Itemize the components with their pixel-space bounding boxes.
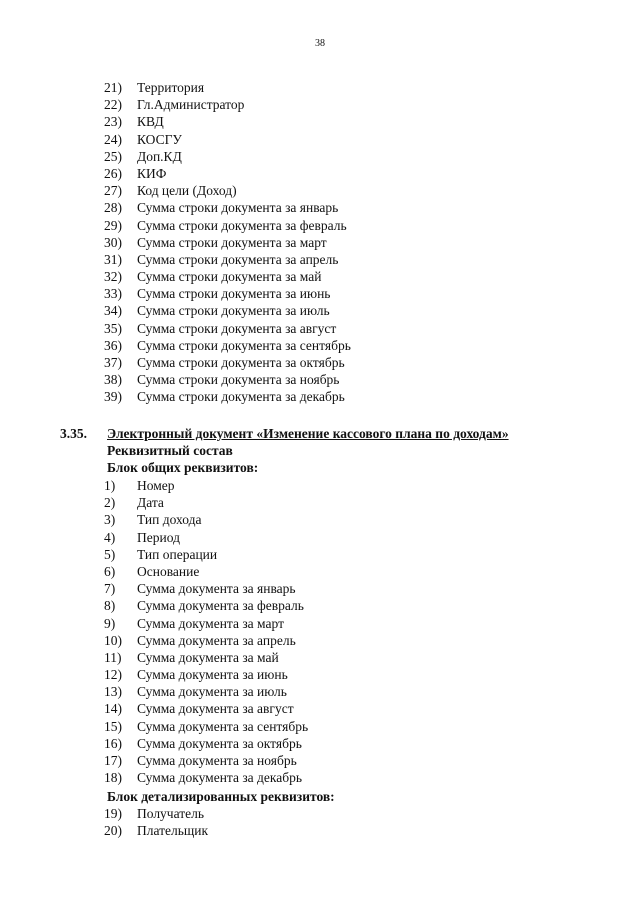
list-item-number: 36) bbox=[104, 337, 122, 353]
list-item-number: 30) bbox=[104, 234, 122, 250]
list-item bbox=[104, 234, 351, 251]
section-number: 3.35. bbox=[60, 426, 87, 441]
list-item-text: Сумма строки документа за март bbox=[137, 234, 327, 250]
page-number: 38 bbox=[315, 38, 325, 49]
list-item-text: Территория bbox=[137, 80, 205, 95]
list-item bbox=[104, 477, 308, 494]
list-item-number: 28) bbox=[104, 200, 122, 216]
detail-requisites-list bbox=[104, 805, 208, 839]
list-item bbox=[104, 494, 308, 511]
list-item-number: 20) bbox=[104, 823, 122, 839]
list-item bbox=[104, 735, 308, 752]
list-item bbox=[104, 320, 351, 337]
list-item-text: КИФ bbox=[137, 165, 167, 181]
list-item-text: Сумма строки документа за сентябрь bbox=[137, 337, 351, 353]
list-item-text: Сумма строки документа за июль bbox=[137, 303, 330, 319]
list-item-text: Доп.КД bbox=[137, 148, 182, 164]
list-item-number: 11) bbox=[104, 649, 122, 665]
list-item bbox=[104, 113, 351, 130]
list-item-number: 4) bbox=[104, 529, 116, 545]
list-item-text: Сумма строки документа за январь bbox=[137, 200, 339, 216]
list-item bbox=[104, 822, 208, 839]
list-item-text: Сумма документа за апрель bbox=[137, 632, 296, 648]
list-item-text: Получатель bbox=[137, 806, 205, 821]
list-item-text: Сумма документа за октябрь bbox=[137, 735, 302, 751]
list-item-text: КОСГУ bbox=[137, 131, 182, 147]
list-item bbox=[104, 337, 351, 354]
list-item bbox=[104, 182, 351, 199]
list-item-text: Плательщик bbox=[137, 823, 209, 839]
list-item-number: 37) bbox=[104, 355, 122, 370]
list-item-number: 17) bbox=[104, 753, 122, 768]
list-item bbox=[104, 199, 351, 216]
list-item bbox=[104, 563, 308, 580]
list-item-text: Сумма документа за январь bbox=[137, 581, 296, 597]
list-item-number: 27) bbox=[104, 183, 122, 199]
list-item-text: Дата bbox=[137, 495, 164, 511]
list-item bbox=[104, 683, 308, 700]
list-item bbox=[104, 371, 351, 388]
list-item-number: 31) bbox=[104, 251, 122, 267]
list-item-number: 39) bbox=[104, 389, 122, 405]
list-item bbox=[104, 302, 351, 319]
list-item-number: 18) bbox=[104, 770, 122, 786]
list-item-number: 21) bbox=[104, 80, 122, 95]
list-item-number: 15) bbox=[104, 718, 122, 734]
list-item-text: Гл.Администратор bbox=[137, 97, 245, 113]
list-item-number: 32) bbox=[104, 269, 122, 285]
list-item-number: 25) bbox=[104, 148, 122, 164]
list-item-text: Период bbox=[137, 529, 180, 545]
list-item-number: 26) bbox=[104, 165, 122, 181]
list-item bbox=[104, 718, 308, 735]
list-item bbox=[104, 546, 308, 563]
list-item-number: 9) bbox=[104, 615, 116, 631]
list-item bbox=[104, 79, 351, 96]
list-item bbox=[104, 769, 308, 786]
list-item bbox=[104, 666, 308, 683]
list-item-number: 5) bbox=[104, 546, 116, 562]
list-item bbox=[104, 805, 208, 822]
list-item-number: 10) bbox=[104, 632, 122, 648]
list-item bbox=[104, 632, 308, 649]
list-item-text: Сумма документа за сентябрь bbox=[137, 718, 309, 734]
list-item-text: Код цели (Доход) bbox=[137, 183, 237, 199]
list-item bbox=[104, 388, 351, 405]
list-item-number: 19) bbox=[104, 806, 122, 821]
list-item-number: 16) bbox=[104, 735, 122, 751]
list-item-number: 1) bbox=[104, 478, 116, 493]
list-item-text: Сумма строки документа за ноябрь bbox=[137, 372, 340, 388]
list-item-number: 35) bbox=[104, 320, 122, 336]
section-heading bbox=[60, 425, 509, 442]
list-item-text: Основание bbox=[137, 563, 200, 579]
list-item-text: Сумма документа за июнь bbox=[137, 667, 288, 683]
list-item-number: 22) bbox=[104, 97, 122, 113]
list-item-text: Номер bbox=[137, 478, 175, 493]
list-item-number: 34) bbox=[104, 303, 122, 319]
list-item bbox=[104, 165, 351, 182]
list-item-text: КВД bbox=[137, 114, 164, 130]
list-item bbox=[104, 285, 351, 302]
list-item bbox=[104, 511, 308, 528]
list-item-text: Сумма документа за август bbox=[137, 701, 294, 717]
list-item-text: Сумма документа за июль bbox=[137, 684, 287, 700]
list-item-number: 33) bbox=[104, 286, 122, 302]
common-block-heading: Блок общих реквизитов: bbox=[107, 460, 259, 475]
list-item-text: Сумма строки документа за июнь bbox=[137, 286, 331, 302]
list-item-text: Сумма строки документа за октябрь bbox=[137, 355, 345, 370]
list-item-number: 38) bbox=[104, 372, 122, 388]
common-requisites-list bbox=[104, 477, 308, 786]
list-item-number: 3) bbox=[104, 512, 116, 528]
list-item bbox=[104, 580, 308, 597]
list-item bbox=[104, 217, 351, 234]
list-item-number: 12) bbox=[104, 667, 122, 683]
list-item bbox=[104, 131, 351, 148]
section-title: Электронный документ «Изменение кассового плана по доходам» bbox=[107, 426, 509, 441]
list-item-text: Сумма документа за декабрь bbox=[137, 770, 303, 786]
list-item-number: 6) bbox=[104, 563, 116, 579]
list-item-text: Сумма документа за май bbox=[137, 649, 279, 665]
list-item bbox=[104, 354, 351, 371]
list-item bbox=[104, 597, 308, 614]
list-item-text: Тип операции bbox=[137, 546, 218, 562]
list-item-number: 29) bbox=[104, 217, 122, 233]
section-subtitle: Реквизитный состав bbox=[107, 443, 233, 458]
list-item-text: Сумма документа за март bbox=[137, 615, 284, 631]
list-item-number: 8) bbox=[104, 598, 116, 614]
list-item-number: 7) bbox=[104, 581, 116, 597]
list-item bbox=[104, 615, 308, 632]
list-item-text: Сумма строки документа за декабрь bbox=[137, 389, 345, 405]
list-item-number: 24) bbox=[104, 131, 122, 147]
list-item bbox=[104, 752, 308, 769]
requisites-list-continued bbox=[104, 79, 351, 406]
detail-block-heading: Блок детализированных реквизитов: bbox=[107, 789, 335, 804]
list-item-text: Сумма строки документа за февраль bbox=[137, 217, 347, 233]
list-item bbox=[104, 649, 308, 666]
list-item-number: 2) bbox=[104, 495, 116, 511]
list-item-number: 13) bbox=[104, 684, 122, 700]
list-item bbox=[104, 251, 351, 268]
list-item-text: Сумма строки документа за апрель bbox=[137, 251, 339, 267]
list-item-text: Сумма документа за февраль bbox=[137, 598, 304, 614]
list-item bbox=[104, 268, 351, 285]
list-item bbox=[104, 700, 308, 717]
list-item-text: Сумма строки документа за май bbox=[137, 269, 322, 285]
list-item bbox=[104, 96, 351, 113]
list-item-text: Сумма строки документа за август bbox=[137, 320, 337, 336]
list-item-number: 23) bbox=[104, 114, 122, 130]
list-item-number: 14) bbox=[104, 701, 122, 717]
list-item-text: Сумма документа за ноябрь bbox=[137, 753, 297, 768]
list-item-text: Тип дохода bbox=[137, 512, 202, 528]
list-item bbox=[104, 148, 351, 165]
list-item bbox=[104, 529, 308, 546]
